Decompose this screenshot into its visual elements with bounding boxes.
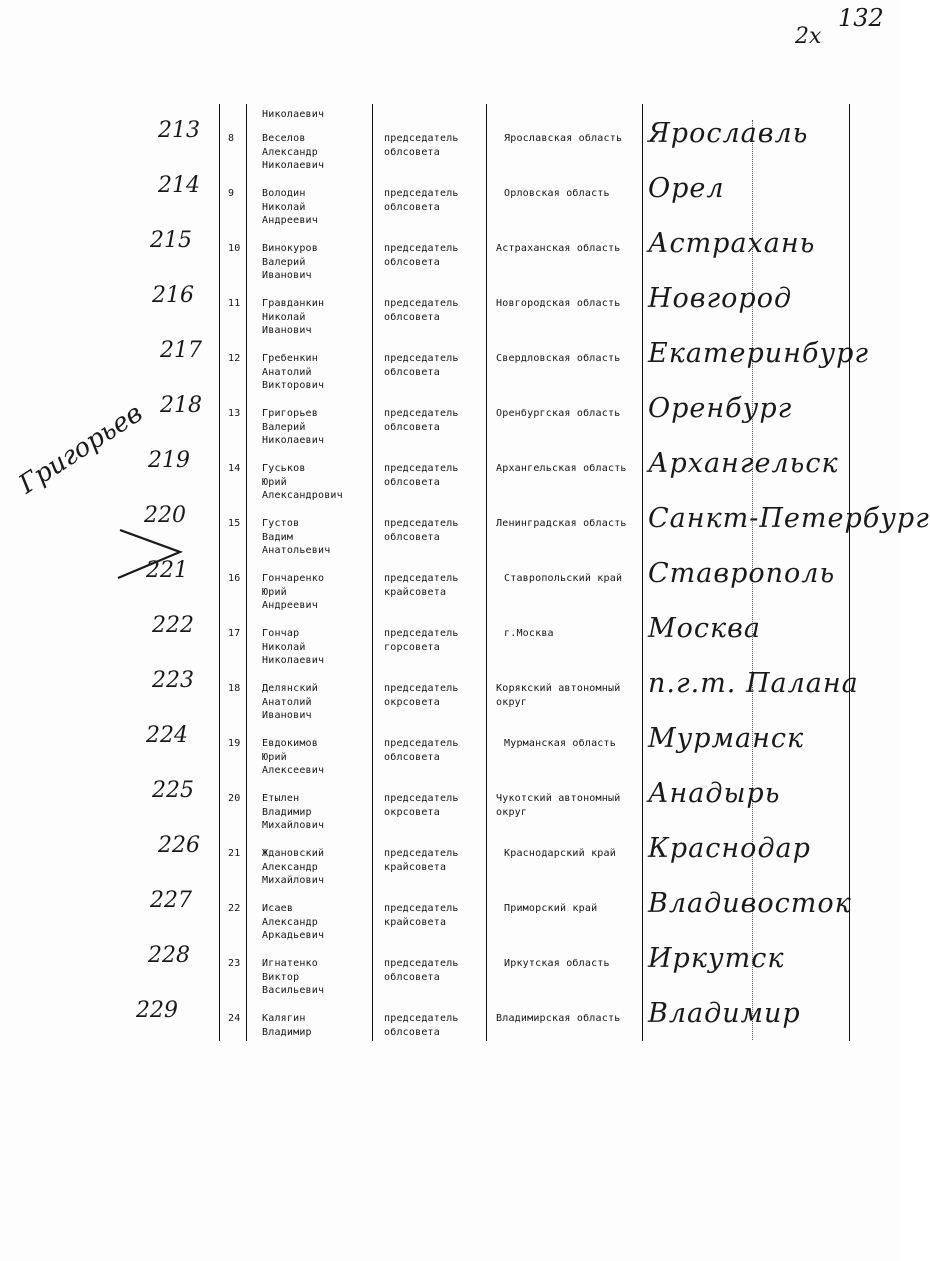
position-line: председатель bbox=[384, 298, 459, 309]
region-line: Свердловская область bbox=[496, 353, 621, 364]
person-name-line: Александр bbox=[262, 146, 318, 158]
region-line: Новгородская область bbox=[496, 298, 621, 309]
region-line: Ленинградская область bbox=[496, 518, 627, 529]
handwritten-city: Екатеринбург bbox=[648, 338, 870, 369]
corner-mark: 2х bbox=[795, 24, 822, 49]
region-line: Ярославская область bbox=[504, 133, 623, 144]
row-number: 14 bbox=[228, 463, 241, 474]
region-line: Мурманская область bbox=[504, 738, 616, 749]
handwritten-row-number: 218 bbox=[160, 393, 202, 418]
region-line: Корякский автономный bbox=[496, 683, 621, 694]
handwritten-city: Краснодар bbox=[648, 833, 811, 864]
handwritten-row-number: 223 bbox=[152, 668, 194, 693]
person-name-line: Исаев bbox=[262, 903, 294, 914]
person-name-line: Николаевич bbox=[262, 435, 325, 447]
position-line: председатель bbox=[384, 738, 459, 749]
row-number: 18 bbox=[228, 683, 241, 694]
row-number: 10 bbox=[228, 243, 241, 254]
position-line: крайсовета bbox=[384, 586, 447, 598]
row-number: 9 bbox=[228, 188, 235, 199]
handwritten-row-number: 222 bbox=[152, 613, 194, 638]
person-name-line: Александр bbox=[262, 916, 318, 928]
position-line: председатель bbox=[384, 628, 459, 639]
person-name-line: Гребенкин bbox=[262, 353, 318, 364]
person-name-line: Анатолий bbox=[262, 696, 312, 708]
region-line: округ bbox=[496, 806, 528, 818]
position-line: окрсовета bbox=[384, 696, 440, 708]
person-name-line: Алексеевич bbox=[262, 765, 325, 777]
position-line: облсовета bbox=[384, 256, 440, 268]
handwritten-row-number: 216 bbox=[152, 283, 194, 308]
row-number: 24 bbox=[228, 1013, 241, 1024]
row-number: 8 bbox=[228, 133, 235, 144]
position-line: председатель bbox=[384, 463, 459, 474]
person-name-line: Александр bbox=[262, 861, 318, 873]
region-line: Краснодарский край bbox=[504, 848, 616, 859]
handwritten-row-number: 217 bbox=[160, 338, 202, 363]
carryover-name-line: Николаевич bbox=[262, 109, 325, 120]
region-line: Приморский край bbox=[504, 903, 598, 914]
row-number: 19 bbox=[228, 738, 241, 749]
person-name-line: Владимир bbox=[262, 1026, 312, 1038]
region-line: Астраханская область bbox=[496, 243, 621, 254]
person-name-line: Александрович bbox=[262, 490, 343, 502]
handwritten-city: Новгород bbox=[648, 283, 793, 314]
person-name-line: Гуськов bbox=[262, 463, 306, 474]
row-number: 16 bbox=[228, 573, 241, 584]
person-name-line: Николай bbox=[262, 201, 306, 213]
position-line: облсовета bbox=[384, 1026, 440, 1038]
person-name-line: Михайлович bbox=[262, 820, 325, 832]
person-name-line: Иванович bbox=[262, 710, 312, 722]
handwritten-row-number: 220 bbox=[144, 503, 186, 528]
handwritten-row-number: 221 bbox=[146, 558, 188, 583]
handwritten-city: Архангельск bbox=[648, 448, 839, 479]
person-name-line: Григорьев bbox=[262, 408, 318, 419]
person-name-line: Юрий bbox=[262, 751, 287, 763]
region-line: Архангельская область bbox=[496, 463, 627, 474]
margin-handwritten-name: Григорьев bbox=[13, 398, 149, 500]
person-name-line: Васильевич bbox=[262, 985, 325, 997]
position-line: председатель bbox=[384, 683, 459, 694]
handwritten-row-number: 227 bbox=[150, 888, 192, 913]
handwritten-row-number: 229 bbox=[136, 998, 178, 1023]
person-name-line: Евдокимов bbox=[262, 738, 318, 749]
handwritten-city: Ярославль bbox=[648, 118, 809, 149]
position-line: председатель bbox=[384, 243, 459, 254]
person-name-line: Винокуров bbox=[262, 243, 318, 254]
position-line: крайсовета bbox=[384, 861, 447, 873]
person-name-line: Веселов bbox=[262, 133, 306, 144]
position-line: облсовета bbox=[384, 201, 440, 213]
position-line: окрсовета bbox=[384, 806, 440, 818]
arrow-mark bbox=[118, 530, 180, 578]
person-name-line: Анатолий bbox=[262, 366, 312, 378]
row-number: 17 bbox=[228, 628, 241, 639]
position-line: облсовета bbox=[384, 476, 440, 488]
handwritten-city: Владимир bbox=[648, 998, 801, 1029]
region-line: Чукотский автономный bbox=[496, 793, 621, 804]
person-name-line: Гончар bbox=[262, 628, 300, 639]
handwritten-city: Мурманск bbox=[648, 723, 805, 754]
person-name-line: Андреевич bbox=[262, 215, 318, 227]
person-name-line: Валерий bbox=[262, 421, 306, 433]
person-name-line: Владимир bbox=[262, 806, 312, 818]
position-line: председатель bbox=[384, 353, 459, 364]
person-name-line: Калягин bbox=[262, 1013, 306, 1024]
region-line: Оренбургская область bbox=[496, 408, 621, 419]
person-name-line: Иванович bbox=[262, 270, 312, 282]
position-line: облсовета bbox=[384, 366, 440, 378]
person-name-line: Гончаренко bbox=[262, 573, 325, 584]
person-name-line: Иванович bbox=[262, 325, 312, 337]
position-line: облсовета bbox=[384, 971, 440, 983]
person-name-line: Володин bbox=[262, 188, 306, 199]
position-line: председатель bbox=[384, 793, 459, 804]
position-line: облсовета bbox=[384, 751, 440, 763]
person-name-line: Етылен bbox=[262, 793, 300, 804]
person-name-line: Вадим bbox=[262, 531, 294, 543]
row-number: 21 bbox=[228, 848, 241, 859]
handwritten-row-number: 228 bbox=[148, 943, 190, 968]
person-name-line: Игнатенко bbox=[262, 958, 318, 969]
handwritten-row-number: 213 bbox=[158, 118, 200, 143]
position-line: председатель bbox=[384, 408, 459, 419]
position-line: крайсовета bbox=[384, 916, 447, 928]
position-line: председатель bbox=[384, 1013, 459, 1024]
position-line: облсовета bbox=[384, 146, 440, 158]
row-number: 12 bbox=[228, 353, 241, 364]
handwritten-row-number: 214 bbox=[158, 173, 200, 198]
person-name-line: Ждановский bbox=[262, 848, 325, 859]
person-name-line: Викторович bbox=[262, 380, 325, 392]
person-name-line: Анатольевич bbox=[262, 545, 331, 557]
position-line: облсовета bbox=[384, 421, 440, 433]
row-number: 11 bbox=[228, 298, 241, 309]
person-name-line: Михайлович bbox=[262, 875, 325, 887]
region-line: Иркутская область bbox=[504, 958, 610, 969]
position-line: горсовета bbox=[384, 641, 440, 653]
handwritten-city: п.г.т. Палана bbox=[648, 668, 859, 699]
position-line: облсовета bbox=[384, 311, 440, 323]
region-line: Ставропольский край bbox=[504, 573, 623, 584]
region-line: г.Москва bbox=[504, 628, 554, 639]
handwritten-city: Астрахань bbox=[648, 228, 816, 259]
person-name-line: Виктор bbox=[262, 971, 300, 983]
position-line: председатель bbox=[384, 518, 459, 529]
handwritten-row-number: 215 bbox=[150, 228, 192, 253]
handwritten-city: Москва bbox=[648, 613, 761, 644]
row-number: 23 bbox=[228, 958, 241, 969]
position-line: председатель bbox=[384, 958, 459, 969]
handwritten-row-number: 226 bbox=[158, 833, 200, 858]
handwritten-city: Ставрополь bbox=[648, 558, 836, 589]
handwritten-city: Оренбург bbox=[648, 393, 793, 424]
handwritten-row-number: 219 bbox=[148, 448, 190, 473]
row-number: 13 bbox=[228, 408, 241, 419]
page-number: 132 bbox=[838, 4, 884, 32]
handwritten-city: Анадырь bbox=[648, 778, 781, 809]
position-line: облсовета bbox=[384, 531, 440, 543]
position-line: председатель bbox=[384, 573, 459, 584]
person-name-line: Густов bbox=[262, 518, 300, 529]
position-line: председатель bbox=[384, 188, 459, 199]
person-name-line: Валерий bbox=[262, 256, 306, 268]
region-line: Орловская область bbox=[504, 188, 610, 199]
handwritten-row-number: 225 bbox=[152, 778, 194, 803]
person-name-line: Андреевич bbox=[262, 600, 318, 612]
region-line: округ bbox=[496, 696, 528, 708]
person-name-line: Николай bbox=[262, 311, 306, 323]
row-number: 15 bbox=[228, 518, 241, 529]
position-line: председатель bbox=[384, 903, 459, 914]
person-name-line: Николаевич bbox=[262, 655, 325, 667]
row-number: 20 bbox=[228, 793, 241, 804]
region-line: Владимирская область bbox=[496, 1013, 621, 1024]
handwritten-city: Орел bbox=[648, 173, 725, 204]
person-name-line: Делянский bbox=[262, 683, 318, 694]
person-name-line: Гравданкин bbox=[262, 298, 325, 309]
handwritten-city: Санкт-Петербург bbox=[648, 503, 930, 534]
position-line: председатель bbox=[384, 133, 459, 144]
handwritten-city: Иркутск bbox=[648, 943, 785, 974]
person-name-line: Аркадьевич bbox=[262, 930, 325, 942]
person-name-line: Николаевич bbox=[262, 160, 325, 172]
row-number: 22 bbox=[228, 903, 241, 914]
person-name-line: Юрий bbox=[262, 586, 287, 598]
person-name-line: Юрий bbox=[262, 476, 287, 488]
handwritten-row-number: 224 bbox=[146, 723, 188, 748]
person-name-line: Николай bbox=[262, 641, 306, 653]
handwritten-city: Владивосток bbox=[648, 888, 852, 919]
position-line: председатель bbox=[384, 848, 459, 859]
